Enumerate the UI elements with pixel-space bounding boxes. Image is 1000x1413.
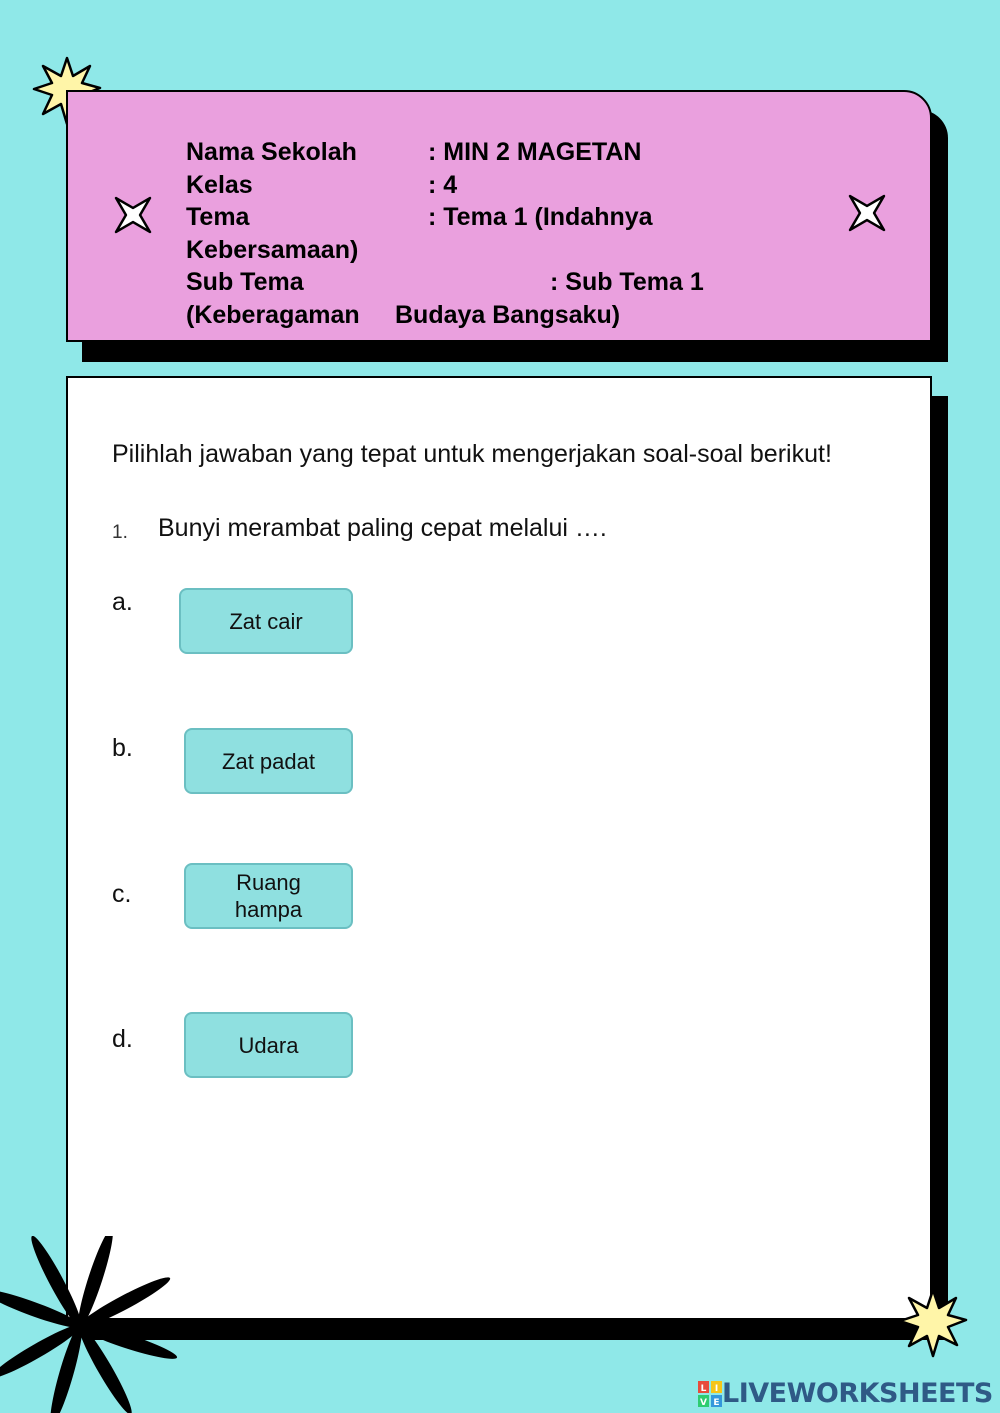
- liveworksheets-logo-icon: [698, 1381, 722, 1407]
- theme-continuation-row: [186, 234, 786, 267]
- school-name-value: : MIN 2 MAGETAN: [428, 138, 642, 166]
- theme-value: : Tema 1 (Indahnya: [428, 203, 653, 231]
- subtheme-value: : Sub Tema 1: [550, 268, 704, 296]
- option-c-button[interactable]: [184, 863, 353, 929]
- school-name-label: Nama Sekolah: [186, 138, 357, 166]
- sparkle-star-bottom-right-icon: [898, 1288, 968, 1358]
- class-label: Kelas: [186, 170, 253, 199]
- instruction-text: Pilihlah jawaban yang tepat untuk mengerjakan soal-soal berikut!: [112, 440, 832, 468]
- logo-letter-e: E: [713, 1397, 720, 1407]
- starburst-bottom-left-icon: [0, 1236, 190, 1413]
- option-b-label: Zat padat: [222, 748, 315, 774]
- subtheme-label: Sub Tema: [186, 268, 304, 296]
- option-d-label: Udara: [238, 1032, 299, 1058]
- liveworksheets-logo[interactable]: [698, 1378, 993, 1409]
- option-b-letter: b.: [112, 734, 133, 762]
- class-value: : 4: [428, 170, 458, 199]
- question-text: Bunyi merambat paling cepat melalui ….: [158, 514, 607, 542]
- option-a-button[interactable]: [179, 588, 353, 654]
- option-a-letter: a.: [112, 588, 133, 616]
- option-c-label-line-1: Ruang: [236, 870, 301, 895]
- logo-letter-l: L: [700, 1383, 707, 1394]
- theme-value-continuation: Kebersamaan): [186, 235, 359, 264]
- liveworksheets-brand-text: LIVEWORKSHEETS: [722, 1378, 993, 1409]
- subtheme-continuation-row: [186, 299, 786, 332]
- option-d-button[interactable]: [184, 1012, 353, 1078]
- subtheme-value-continuation-2: Budaya Bangsaku): [395, 300, 621, 329]
- option-b-button[interactable]: [184, 728, 353, 794]
- school-info: [186, 136, 786, 331]
- class-row: [186, 169, 786, 202]
- option-c-label-line-2: hampa: [234, 897, 303, 922]
- subtheme-value-continuation-1: (Keberagaman: [186, 300, 360, 329]
- option-c-letter: c.: [112, 880, 132, 908]
- option-a-label: Zat cair: [229, 608, 303, 634]
- subtheme-row: [186, 266, 786, 299]
- logo-letter-v: V: [700, 1397, 707, 1407]
- four-point-star-right-icon: [840, 186, 894, 240]
- option-d-letter: d.: [112, 1025, 133, 1053]
- theme-row: [186, 201, 786, 234]
- logo-letter-i: I: [714, 1383, 719, 1394]
- theme-label: Tema: [186, 203, 250, 231]
- school-name-row: [186, 136, 786, 169]
- four-point-star-left-icon: [106, 188, 160, 242]
- question-number: 1.: [112, 522, 128, 543]
